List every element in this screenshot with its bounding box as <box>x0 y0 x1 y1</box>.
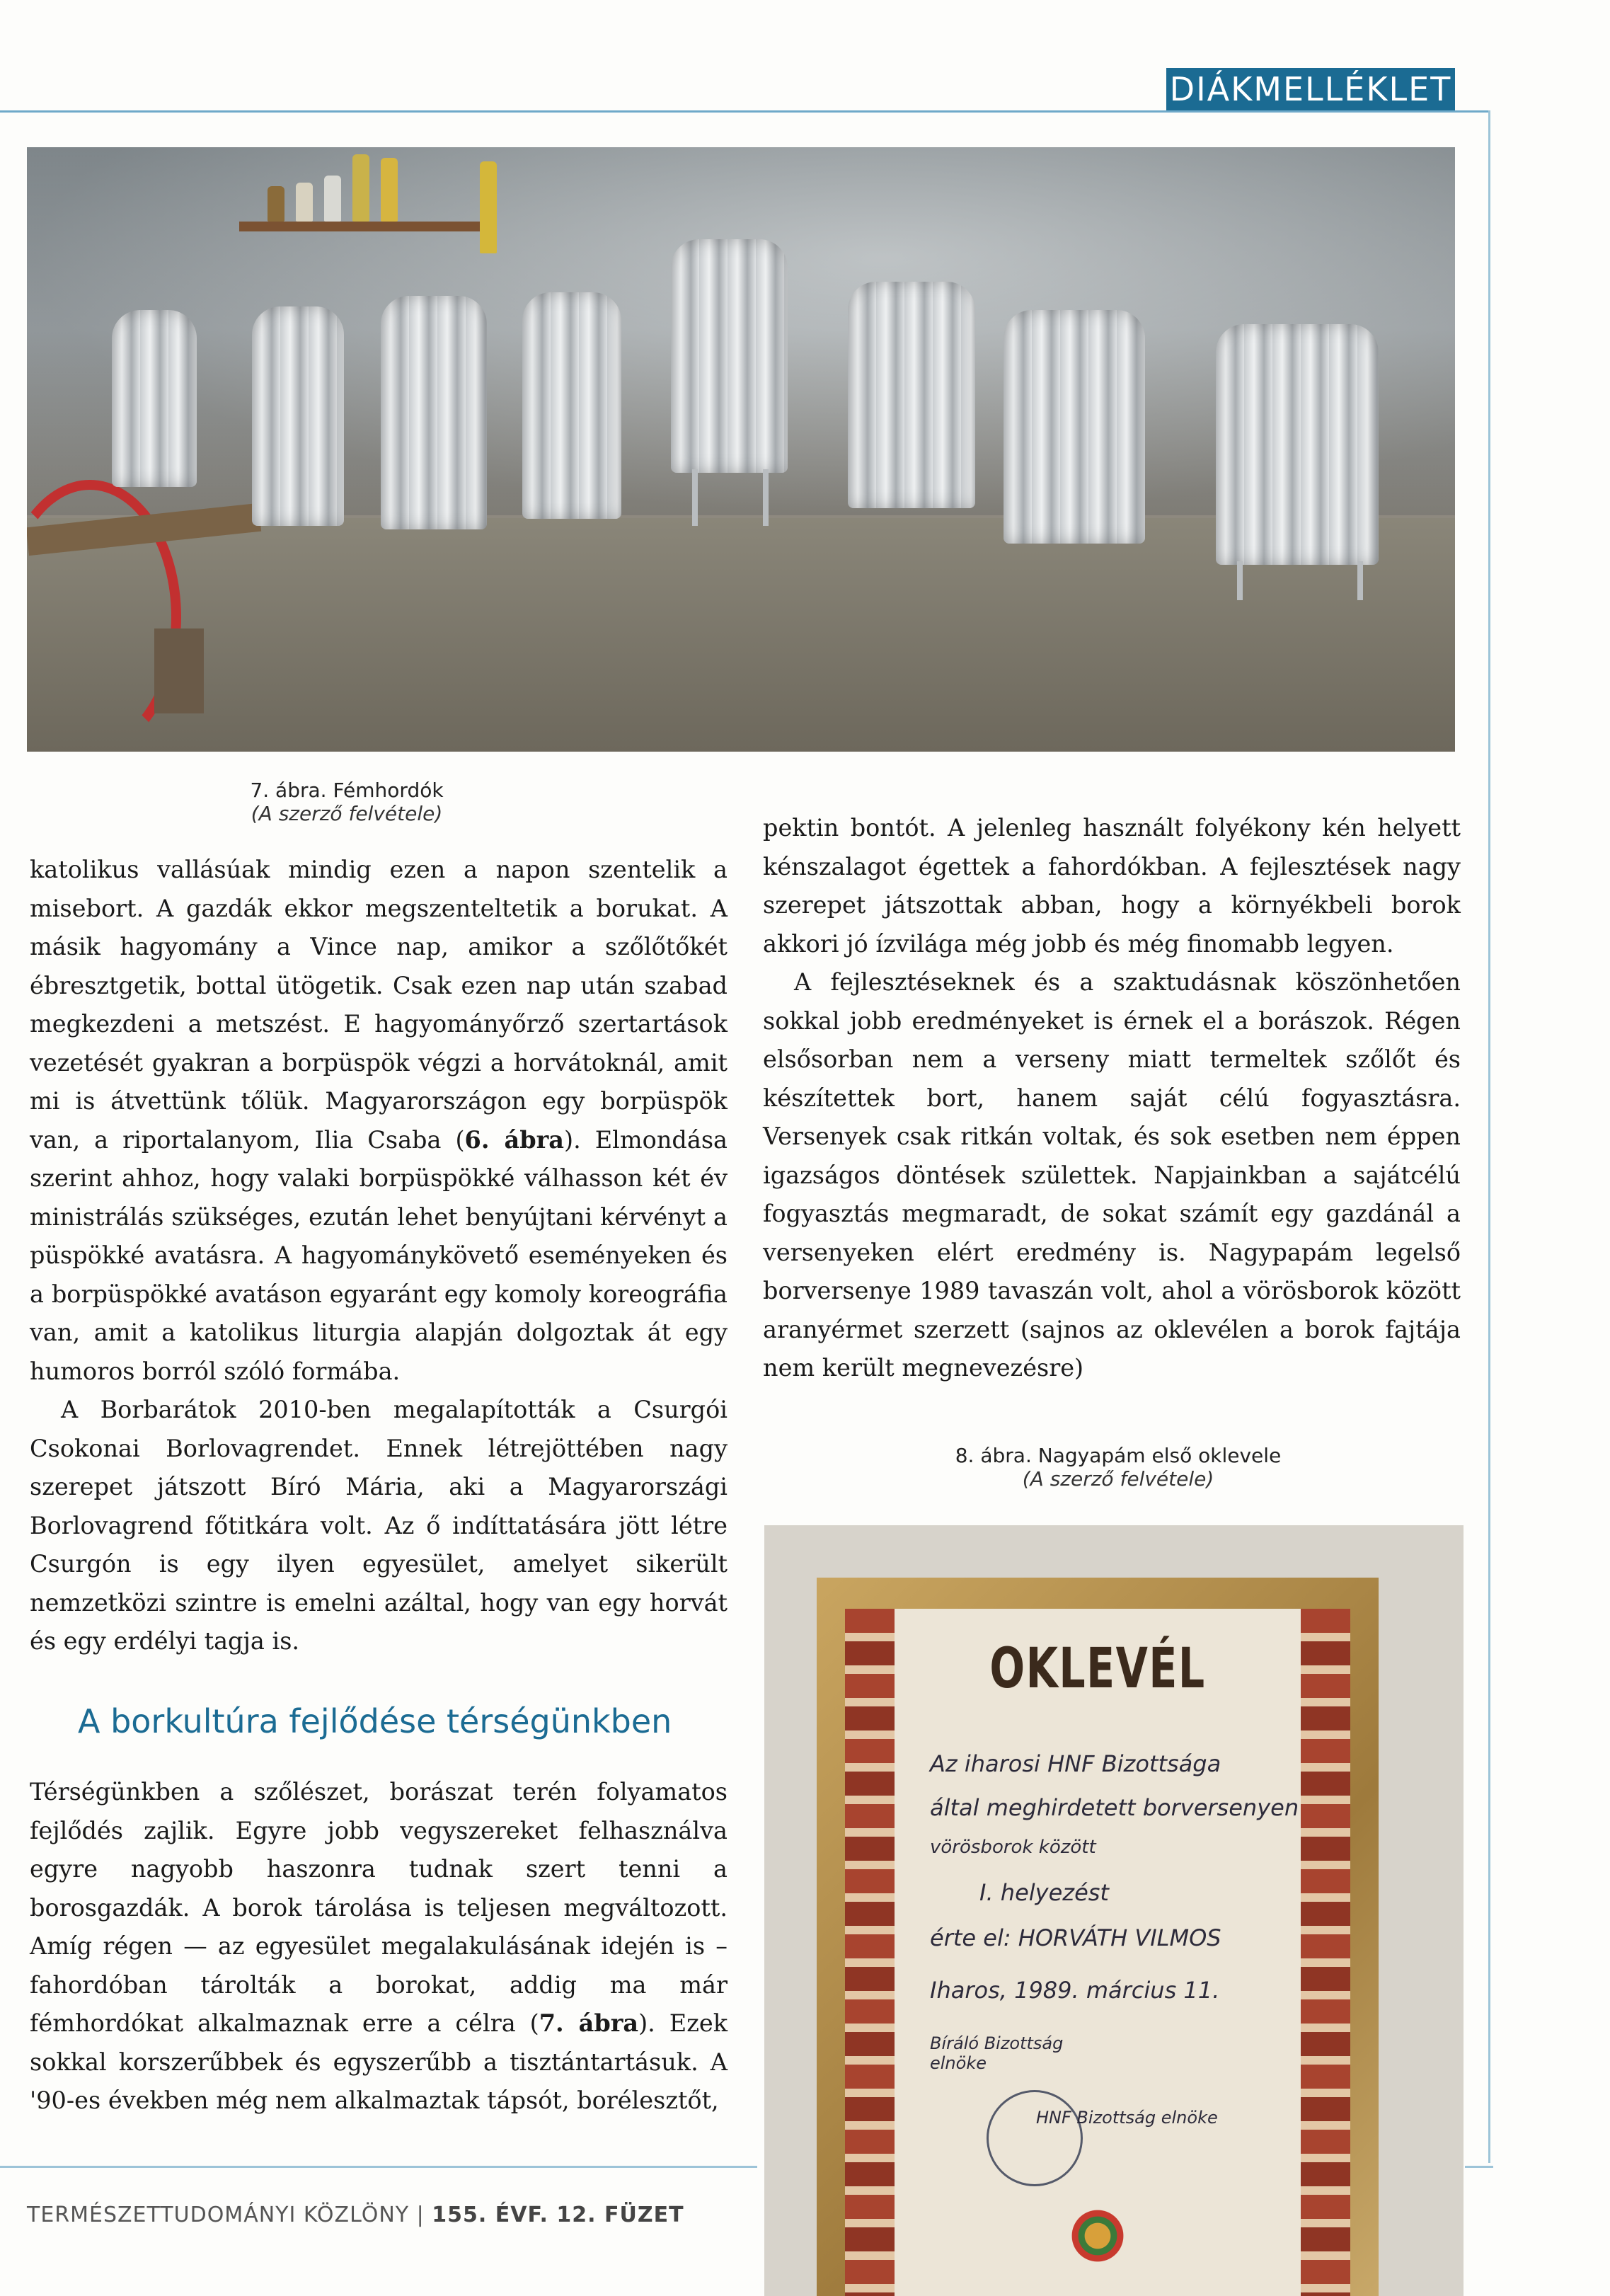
metal-barrel <box>1216 324 1379 565</box>
signature-jury: Bíráló Bizottság elnöke <box>930 2033 1064 2073</box>
bottle <box>296 183 313 222</box>
picture-frame <box>817 1578 1379 2296</box>
paragraph-text: Térségünkben a szőlészet, borászat terén folyamatos fejlődés zajlik. Egyre jobb vegyszereket felhasználva egyre nagyobb haszonra tudnak szert tenni a borosgazdák. A borok tárolása is teljesen megváltozott. Amíg régen — az egyesület megalakulásának idején is – fahordóban tárolták a borokat, addig ma már fémhordókat alkalmaznak erre a célra ( <box>30 1778 728 2037</box>
paragraph: A Borbarátok 2010-ben megalapították a Csurgói Csokonai Borlovagrendet. Ennek létrejöttében nagy szerepet játszott Bíró Mária, aki a Magyarországi Borlovagrend főtitkára volt. Az ő indíttatására jött létre Csurgón is egy ilyen egyesület, amelyet sikerült nemzetközi szintre is emelni azáltal, hogy van egy horvát és egy erdélyi tagja is. <box>30 1396 728 1655</box>
barrel-leg <box>1237 561 1243 600</box>
paragraph: pektin bontót. A jelenleg használt folyékony kén helyett kénszalagot égettek a fahordókban. A fejlesztések nagy szerepet játszottak abban, hogy a környékbeli borok akkori jó ízvilága még jobb és még finomabb legyen. <box>763 814 1461 958</box>
figure-reference: 7. ábra <box>539 2009 639 2037</box>
figure-7-photo-metal-barrels <box>27 147 1455 752</box>
figure-7-number: 7. ábra. <box>250 779 327 802</box>
paragraph-text: ). Ezek sokkal korszerűbbek és egyszerűbb a tisztántartásuk. A '90-es években még nem alkalmaztak tápsót, borélesztőt, <box>30 2009 728 2114</box>
figure-7-caption <box>212 779 481 825</box>
bottle <box>352 154 369 222</box>
paragraph: A fejlesztéseknek és a szaktudásnak köszönhetően sokkal jobb eredményeket is érnek el a borászok. Régen elsősorban nem a verseny miatt termeltek szőlőt és készítettek bort, hanem saját célú fogyasztásra. Versenyek csak ritkán voltak, és sok esetben nem éppen igazságos döntések születtek. Napjainkban a sajátcélú fogyasztás megmaradt, de sokat számít egy gazdánál a versenyeken elért eredmény is. Nagypapám legelső borversenye 1989 tavaszán volt, ahol a vörösborok között aranyérmet szerzett (sajnos az oklevélen a borok fajtája nem került megnevezésre) <box>763 968 1461 1382</box>
paragraph <box>30 1773 728 2120</box>
figure-reference: 6. ábra <box>464 1125 565 1154</box>
journal-issue: 155. ÉVF. 12. FÜZET <box>432 2203 684 2227</box>
right-margin-rule <box>1488 110 1490 2163</box>
wall-shelf <box>239 222 480 231</box>
barrel-leg <box>1357 561 1363 600</box>
stamp-seal <box>987 2090 1083 2186</box>
figure-8-photo-diploma <box>764 1525 1464 2296</box>
metal-barrel <box>522 292 621 519</box>
metal-barrel <box>252 306 344 526</box>
metal-barrel <box>381 296 487 529</box>
barrel-leg <box>692 469 698 526</box>
figure-8-title: Nagyapám első oklevele <box>1037 1444 1282 1467</box>
ornamental-border <box>1301 1609 1350 2296</box>
metal-barrel <box>848 282 975 508</box>
journal-footer <box>27 2203 684 2227</box>
paragraph <box>30 851 728 1391</box>
footer-rule <box>0 2166 757 2168</box>
section-heading: A borkultúra fejlődése térségünkben <box>78 1702 672 1740</box>
figure-8-caption <box>906 1444 1330 1491</box>
right-column-text <box>763 809 1461 1388</box>
metal-barrel <box>1004 310 1145 544</box>
bottle <box>268 186 284 222</box>
section-tag: DIÁKMELLÉKLET <box>1166 68 1455 110</box>
diploma-heading: OKLEVÉL <box>989 1637 1206 1701</box>
paragraph-text: katolikus vallásúak mindig ezen a napon szentelik a misebort. A gazdák ekkor megszenteltetik a borukat. A másik hagyomány a Vince nap, amikor a szőlőtőkét ébresztgetik, bottal ütögetik. Csak ezen nap után szabad megkezdeni a metszést. E hagyományőrző szertartások vezetését gyakran a borpüspök végzi a horvátoknál, amit mi is átvettünk tőlük. Magyarországon egy borpüspök van, a riportalanyom, Ilia Csaba ( <box>30 856 728 1154</box>
left-column-text-top <box>30 851 728 1661</box>
figure-8-credit: (A szerző felvétele) <box>1022 1467 1214 1491</box>
barrel-leg <box>763 469 769 526</box>
diploma-paper <box>845 1609 1350 2296</box>
wooden-log <box>154 628 204 713</box>
figure-7-credit: (A szerző felvétele) <box>251 802 443 825</box>
diploma-date: Iharos, 1989. március 11. <box>930 1977 1220 2004</box>
paragraph-text: ). Elmondása szerint ahhoz, hogy valaki borpüspökké válhasson két év ministrálás szükséges, ezután lehet benyújtani kérvényt a püspökké avatásra. A hagyománykövető eseményeken és a borpüspökké avatáson egyaránt egy komoly koreográfia van, amit a katolikus liturgia alapján dolgoztak át egy humoros borról szóló formába. <box>30 1125 728 1385</box>
metal-barrel <box>112 310 197 487</box>
signature-hnf: HNF Bizottság elnöke <box>1036 2108 1218 2128</box>
left-column-text-bottom <box>30 1773 728 2120</box>
figure-7-title: Fémhordók <box>333 779 444 802</box>
diploma-line: által meghirdetett borversenyen <box>930 1794 1299 1821</box>
figure-8-number: 8. ábra. <box>955 1444 1032 1467</box>
bottle <box>381 158 398 222</box>
diploma-line: vörösborok között <box>930 1837 1096 1858</box>
diploma-recipient: érte el: HORVÁTH VILMOS <box>930 1924 1221 1951</box>
header-rule <box>0 110 1490 113</box>
journal-name: TERMÉSZETTUDOMÁNYI KÖZLÖNY | <box>27 2203 432 2227</box>
diploma-line: Az iharosi HNF Bizottsága <box>930 1750 1221 1777</box>
diploma-line: I. helyezést <box>979 1879 1109 1906</box>
footer-rule <box>1465 2166 1493 2168</box>
bottle <box>480 161 497 253</box>
bottle <box>324 176 341 222</box>
coat-of-arms-emblem <box>1069 2204 1126 2268</box>
ornamental-border <box>845 1609 895 2296</box>
metal-barrel <box>671 239 788 473</box>
